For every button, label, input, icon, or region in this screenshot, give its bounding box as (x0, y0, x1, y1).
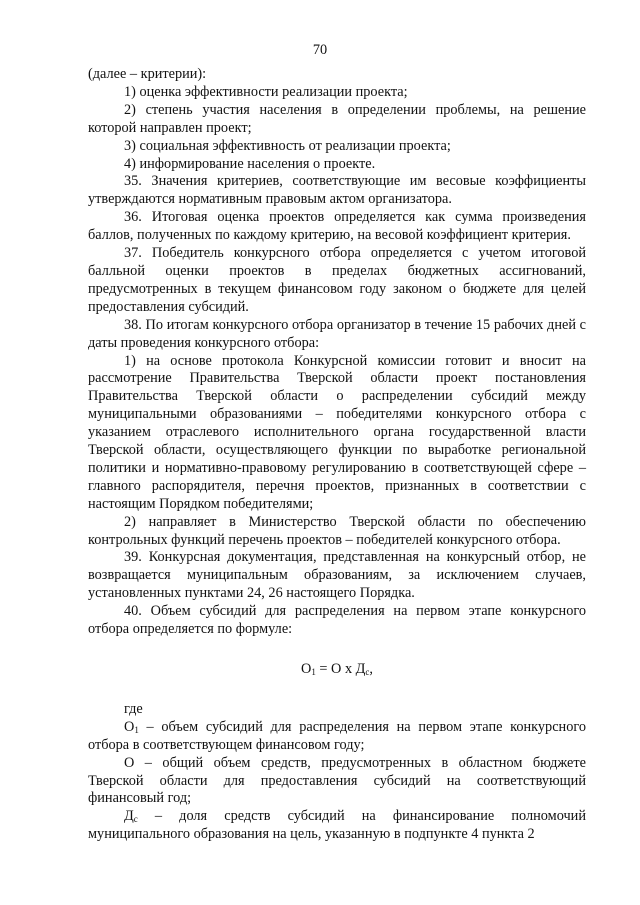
paragraph: 1) оценка эффективности реализации проекта; (124, 83, 408, 100)
formula-o1-subscript: 1 (311, 667, 316, 677)
definition-d (88, 808, 586, 844)
paragraph: 38. По итогам конкурсного отбора организатор в течение 15 рабочих дней с даты проведения конкурсного отбора: (88, 316, 586, 351)
paragraph: 40. Объем субсидий для распределения на первом этапе конкурсного отбора определяется по формуле: (88, 603, 586, 638)
paragraph: 3) социальная эффективность от реализации проекта; (124, 137, 451, 154)
formula-dc-subscript: c (365, 667, 370, 677)
formula-tail: , (369, 661, 373, 677)
def-o1-text: – объем субсидий для распределения на первом этапе конкурсного отбора в соответствующем финансовом году; (88, 718, 586, 753)
definition-o1 (88, 719, 586, 755)
def-d-symbol: Д (124, 808, 134, 825)
formula-o1: О (301, 661, 312, 677)
paragraph: 35. Значения критериев, соответствующие им весовые коэффициенты утверждаются нормативным правовым актом организатора. (88, 173, 586, 208)
def-d-text: – доля средств субсидий на финансирование полномочий муниципального образования на цель, указанную в подпункте 4 пункта 2 (88, 808, 586, 843)
paragraph: 2) степень участия населения в определении проблемы, на решение которой направлен проект; (88, 101, 586, 136)
paragraph: 37. Победитель конкурсного отбора определяется с учетом итоговой балльной оценки проектов в пределах бюджетных ассигнований, предусмотренных в текущем финансовом году законом о бюджете для целей предоставления субсидий. (88, 245, 586, 315)
paragraph: (далее – критерии): (88, 66, 207, 82)
paragraph: 1) на основе протокола Конкурсной комиссии готовит и вносит на рассмотрение Правительства Тверской области проект постановления Правительства Тверской области о распределении субсидий между муниципальными образованиями – победителями конкурсного отбора с указанием отраслевого исполнительного органа государственной власти Тверской области, осуществляющего функции по выработке региональной политики и нормативно-правовому регулированию в соответствующей сфере – главного распорядителя, перечня проектов, признанных в соответствии с настоящим Порядком победителями; (88, 352, 586, 512)
paragraph: 4) информирование населения о проекте. (124, 155, 376, 172)
definition-o: О – общий объем средств, предусмотренных в областном бюджете Тверской области для предоставления субсидий на соответствующий финансовый год; (88, 754, 586, 807)
paragraph: 2) направляет в Министерство Тверской области по обеспечению контрольных функций перечень проектов – победителей конкурсного отбора. (88, 513, 586, 548)
where-label: где (124, 700, 143, 717)
formula (88, 661, 586, 679)
document-body (88, 66, 586, 844)
paragraph: 36. Итоговая оценка проектов определяется как сумма произведения баллов, полученных по каждому критерию, на весовой коэффициент критерия. (88, 209, 586, 244)
def-o1-symbol: О (124, 718, 135, 735)
paragraph: 39. Конкурсная документация, представленная на конкурсный отбор, не возвращается муниципальным образованиям, за исключением случаев, установленных пунктами 24, 26 настоящего Порядка. (88, 549, 586, 602)
def-d-subscript: c (133, 814, 138, 825)
formula-body: = О х Д (315, 661, 366, 677)
page-number: 70 (312, 42, 328, 58)
def-o1-subscript: 1 (134, 724, 139, 735)
